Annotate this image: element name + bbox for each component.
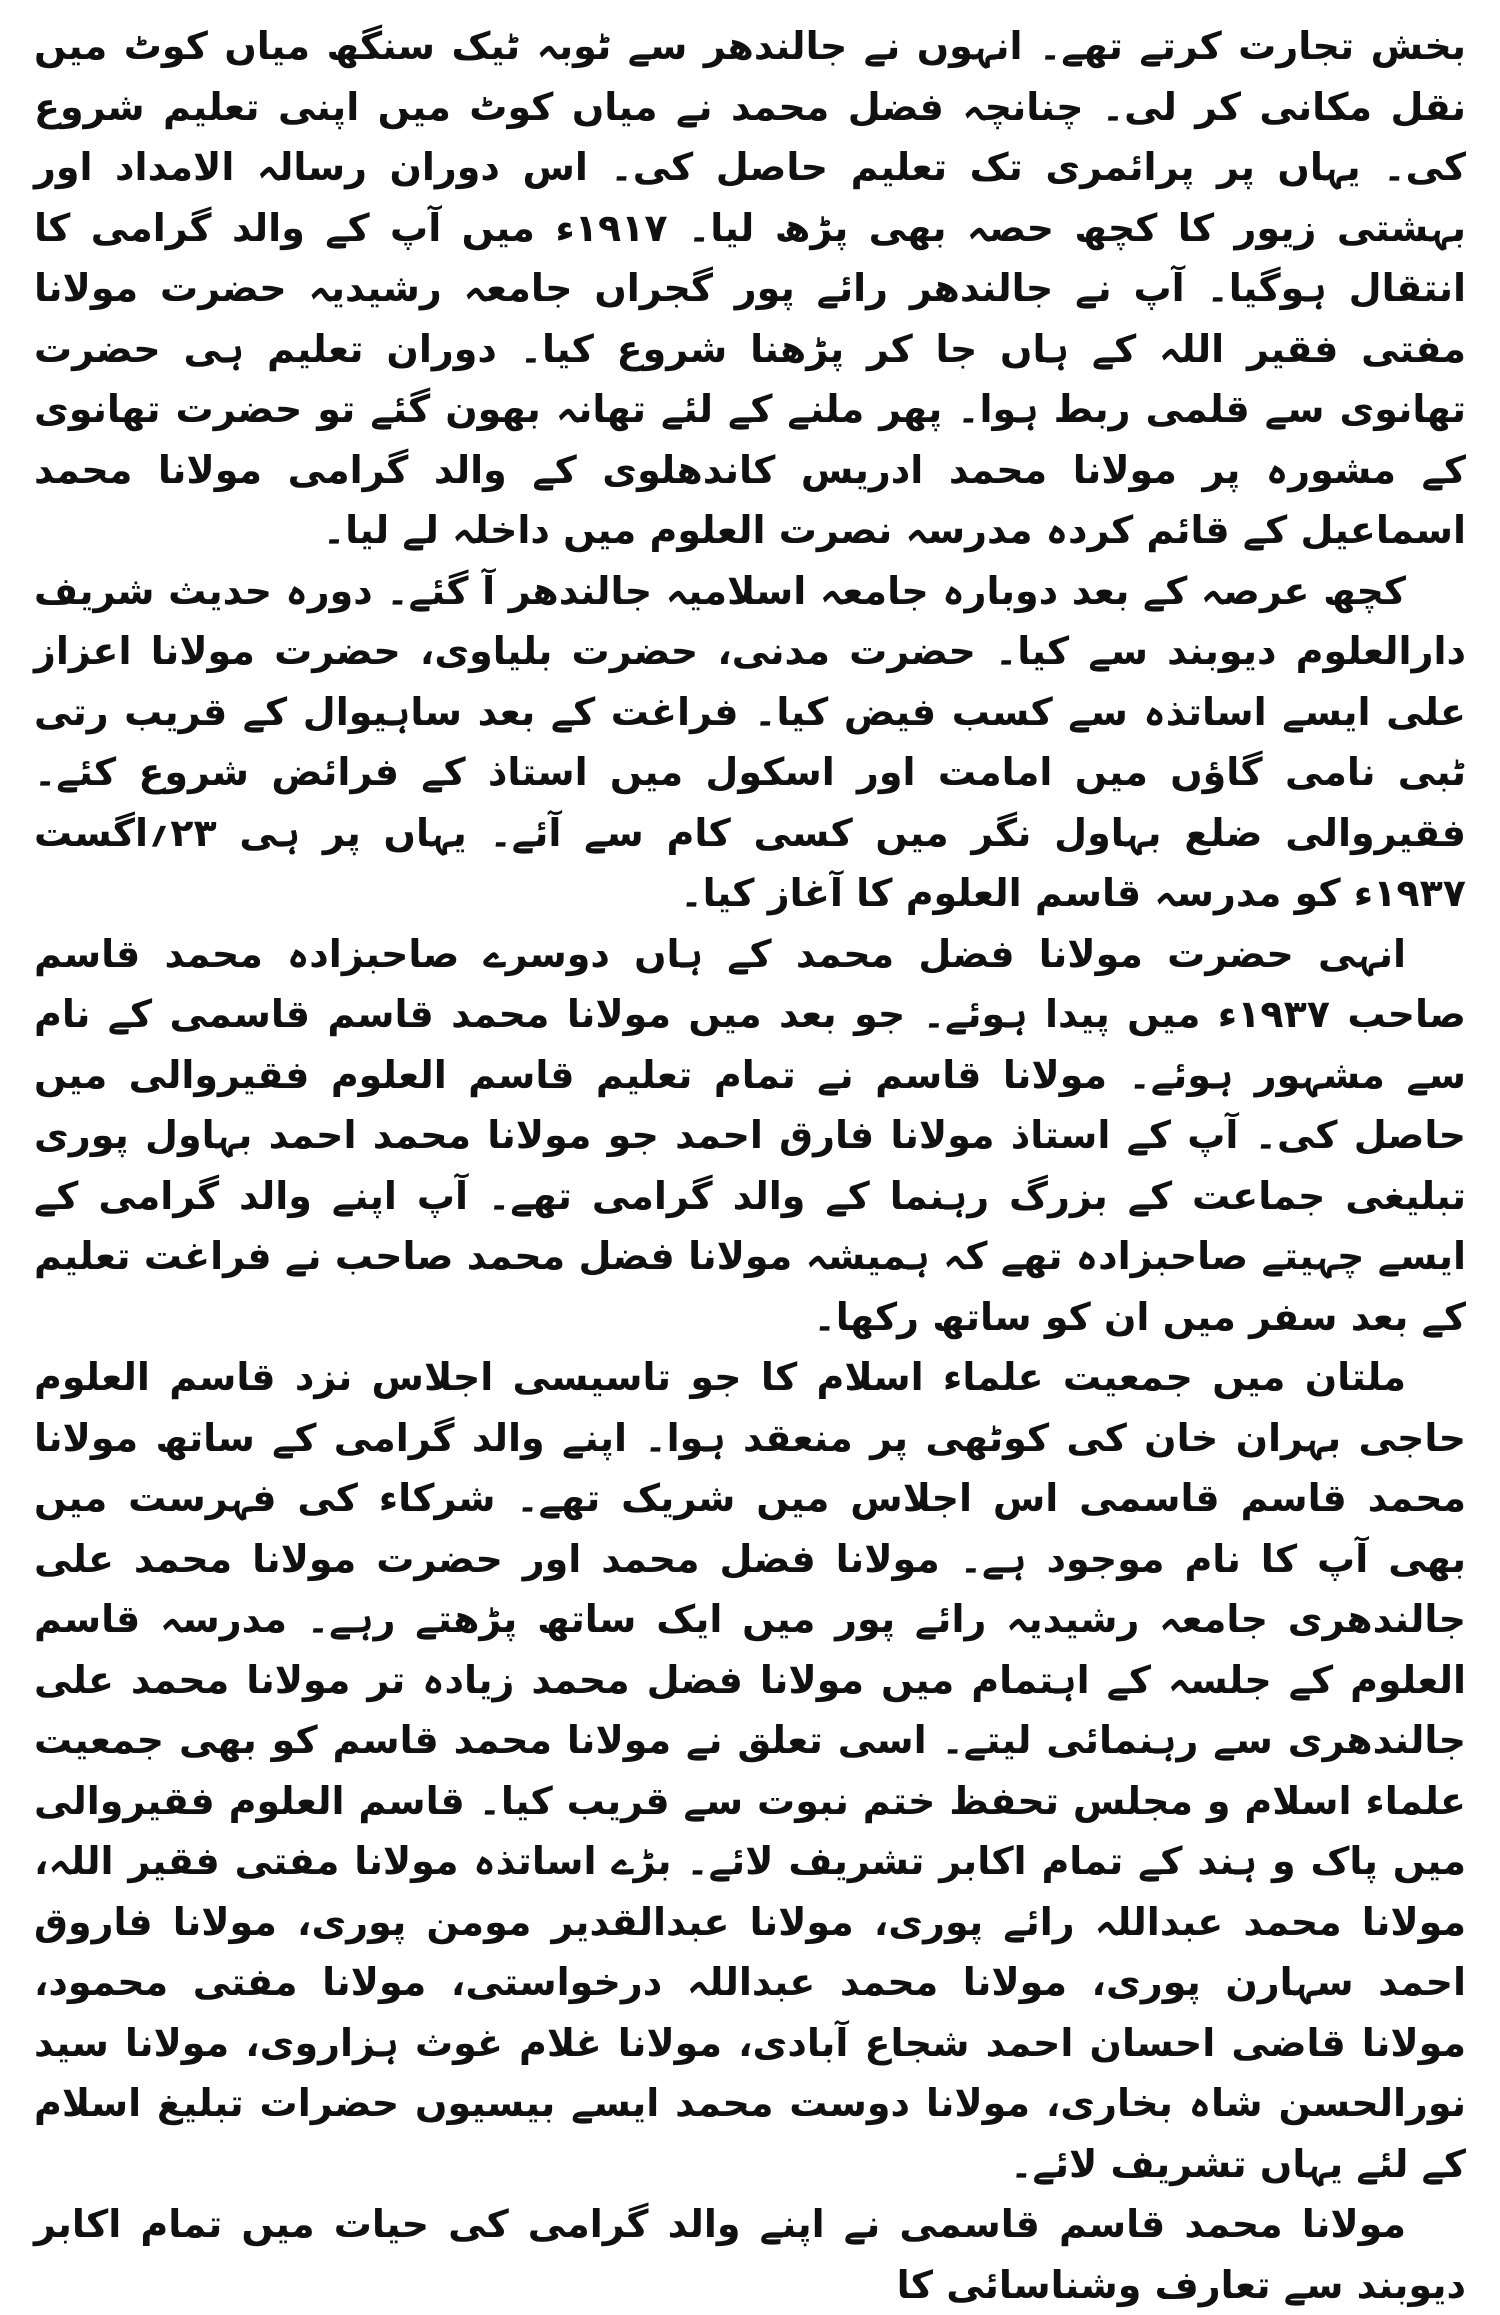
paragraph-2: کچھ عرصہ کے بعد دوبارہ جامعہ اسلامیہ جالندھر آ گئے۔ دورہ حدیث شریف دارالعلوم دیوبند سے کیا۔ حضرت مدنی، حضرت بلیاوی، حضرت مولانا اعزاز علی ایسے اساتذہ سے کسب فیض کیا۔ فراغت کے بعد ساہیوال کے قریب رتی ٹبی نامی گاؤں میں امامت اور اسکول میں استاذ کے فرائض شروع کئے۔ فقیروالی ضلع بہاول نگر میں کسی کام سے آئے۔ یہاں پر ہی ۲۳؍اگست ۱۹۳۷ء کو مدرسہ قاسم العلوم کا آغاز کیا۔ (34, 568, 1466, 915)
paragraph-5: مولانا محمد قاسم قاسمی نے اپنے والد گرامی کی حیات میں تمام اکابر دیوبند سے تعارف وشناسائی کا (34, 2202, 1466, 2307)
paragraph-1: بخش تجارت کرتے تھے۔ انہوں نے جالندھر سے ٹوبہ ٹیک سنگھ میاں کوٹ میں نقل مکانی کر لی۔ چنانچہ فضل محمد نے میاں کوٹ میں اپنی تعلیم شروع کی۔ یہاں پر پرائمری تک تعلیم حاصل کی۔ اس دوران رسالہ الامداد اور بہشتی زیور کا کچھ حصہ بھی پڑھ لیا۔ ۱۹۱۷ء میں آپ کے والد گرامی کا انتقال ہوگیا۔ آپ نے جالندھر رائے پور گجراں جامعہ رشیدیہ حضرت مولانا مفتی فقیر اللہ کے ہاں جا کر پڑھنا شروع کیا۔ دوران تعلیم ہی حضرت تھانوی سے قلمی ربط ہوا۔ پھر ملنے کے لئے تھانہ بھون گئے تو حضرت تھانوی کے مشورہ پر مولانا محمد ادریس کاندھلوی کے والد گرامی مولانا محمد اسماعیل کے قائم کردہ مدرسہ نصرت العلوم میں داخلہ لے لیا۔ (34, 24, 1466, 552)
paragraph-3: انہی حضرت مولانا فضل محمد کے ہاں دوسرے صاحبزادہ محمد قاسم صاحب ۱۹۳۷ء میں پیدا ہوئے۔ جو بعد میں مولانا محمد قاسم قاسمی کے نام سے مشہور ہوئے۔ مولانا قاسم نے تمام تعلیم قاسم العلوم فقیروالی میں حاصل کی۔ آپ کے استاذ مولانا فارق احمد جو مولانا محمد احمد بہاول پوری تبلیغی جماعت کے بزرگ رہنما کے والد گرامی تھے۔ آپ اپنے والد گرامی کے ایسے چہیتے صاحبزادہ تھے کہ ہمیشہ مولانا فضل محمد صاحب نے فراغت تعلیم کے بعد سفر میں ان کو ساتھ رکھا۔ (34, 931, 1466, 1339)
paragraph-4: ملتان میں جمعیت علماء اسلام کا جو تاسیسی اجلاس نزد قاسم العلوم حاجی بہران خان کی کوٹھی پر منعقد ہوا۔ اپنے والد گرامی کے ساتھ مولانا محمد قاسم قاسمی اس اجلاس میں شریک تھے۔ شرکاء کی فہرست میں بھی آپ کا نام موجود ہے۔ مولانا فضل محمد اور حضرت مولانا محمد علی جالندھری جامعہ رشیدیہ رائے پور میں ایک ساتھ پڑھتے رہے۔ مدرسہ قاسم العلوم کے جلسہ کے اہتمام میں مولانا فضل محمد زیادہ تر مولانا محمد علی جالندھری سے رہنمائی لیتے۔ اسی تعلق نے مولانا محمد قاسم کو بھی جمعیت علماء اسلام و مجلس تحفظ ختم نبوت سے قریب کیا۔ قاسم العلوم فقیروالی میں پاک و ہند کے تمام اکابر تشریف لائے۔ بڑے اساتذہ مولانا مفتی فقیر اللہ، مولانا محمد عبداللہ رائے پوری، مولانا عبدالقدیر مومن پوری، مولانا فاروق احمد سہارن پوری، مولانا محمد عبداللہ درخواستی، مولانا مفتی محمود، مولانا قاضی احسان احمد شجاع آبادی، مولانا غلام غوث ہزاروی، مولانا سید نورالحسن شاہ بخاری، مولانا دوست محمد ایسے بیسیوں حضرات تبلیغ اسلام کے لئے یہاں تشریف لائے۔ (34, 1355, 1466, 2186)
